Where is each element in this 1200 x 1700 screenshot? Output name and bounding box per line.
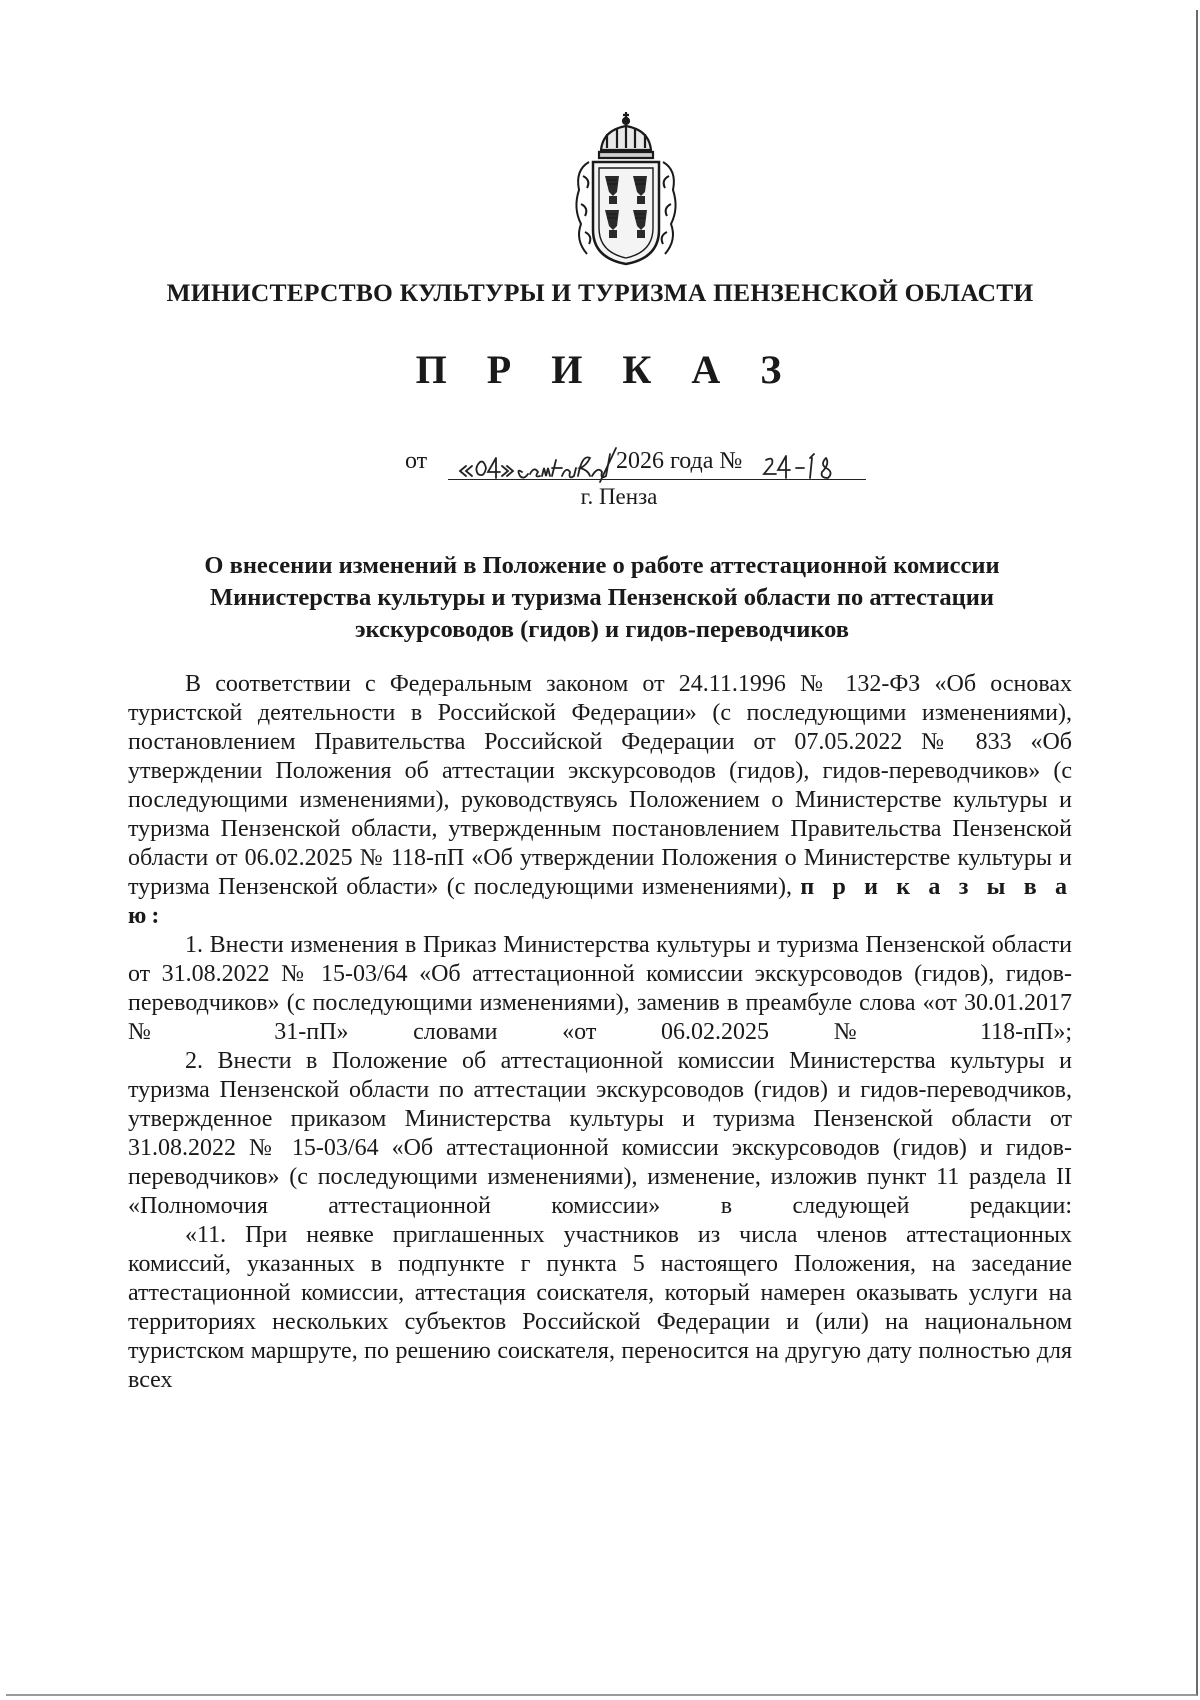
date-prefix: от <box>405 448 428 474</box>
order-subject <box>132 550 1072 646</box>
coat-of-arms-emblem <box>567 112 685 268</box>
subject-line-3: экскурсоводов (гидов) и гидов-переводчиков <box>354 616 850 643</box>
subject-line-1: О внесении изменений в Положение о работе аттестационной комиссии <box>204 552 1000 579</box>
item-1-paragraph: 1. Внести изменения в Приказ Министерства культуры и туризма Пензенской области от 31.08.2022 № 15-03/64 «Об аттестационной комиссии экскурсоводов (гидов), гидов-переводчиков» (с последующими изменениями), заменив в преамбуле слова «от 30.01.2017 № 31-пП» словами «от 06.02.2025 № 118-пП»; <box>128 932 1072 1045</box>
item-2-paragraph: 2. Внести в Положение об аттестационной комиссии Министерства культуры и туризма Пензенской области по аттестации экскурсоводов (гидов) и гидов-переводчиков, утвержденное приказом Министерства культуры и туризма Пензенской области от 31.08.2022 № 15-03/64 «Об аттестационной комиссии экскурсоводов (гидов) и гидов-переводчиков» (с последующими изменениями), изменение, изложив пункт 11 раздела II «Полномочия аттестационной комиссии» в следующей редакции: <box>128 1048 1072 1219</box>
order-word: п р и к а з ы в а ю <box>128 874 1073 929</box>
item-11-paragraph: «11. При неявке приглашенных участников из числа членов аттестационных комиссий, указанных в подпункте г пункта 5 настоящего Положения, на заседание аттестационной комиссии, аттестация соискателя, который намерен оказывать услуги на территориях нескольких субъектов Российской Федерации и (или) на национальном туристском маршруте, по решению соискателя, переносится на другую дату полностью для всех <box>128 1222 1072 1393</box>
date-number-line <box>405 446 865 486</box>
preamble-text: В соответствии с Федеральным законом от 24.11.1996 № 132-ФЗ «Об основах туристской деятельности в Российской Федерации» (с последующими изменениями), постановлением Правительства Российской Федерации от 07.05.2022 № 833 «Об утверждении Положения об аттестации экскурсоводов (гидов), гидов-переводчиков» (с последующими изменениями), руководствуясь Положением о Министерстве культуры и туризма Пензенской области, утвержденным постановлением Правительства Пензенской области от 06.02.2025 № 118-пП «Об утверждении Положения о Министерстве культуры и туризма Пензенской области» (с последующими изменениями), <box>128 671 1072 900</box>
preamble-paragraph <box>128 670 1072 931</box>
year-and-number-label: 2026 года № <box>616 448 743 474</box>
order-body <box>128 670 1072 1395</box>
subject-line-2: Министерства культуры и туризма Пензенской области по аттестации <box>210 584 994 611</box>
ministry-name: МИНИСТЕРСТВО КУЛЬТУРЫ И ТУРИЗМА ПЕНЗЕНСКОЙ ОБЛАСТИ <box>166 278 1034 307</box>
document-title: П Р И К А З <box>415 347 797 392</box>
order-colon: : <box>151 903 160 929</box>
city-name: г. Пенза <box>580 484 658 509</box>
